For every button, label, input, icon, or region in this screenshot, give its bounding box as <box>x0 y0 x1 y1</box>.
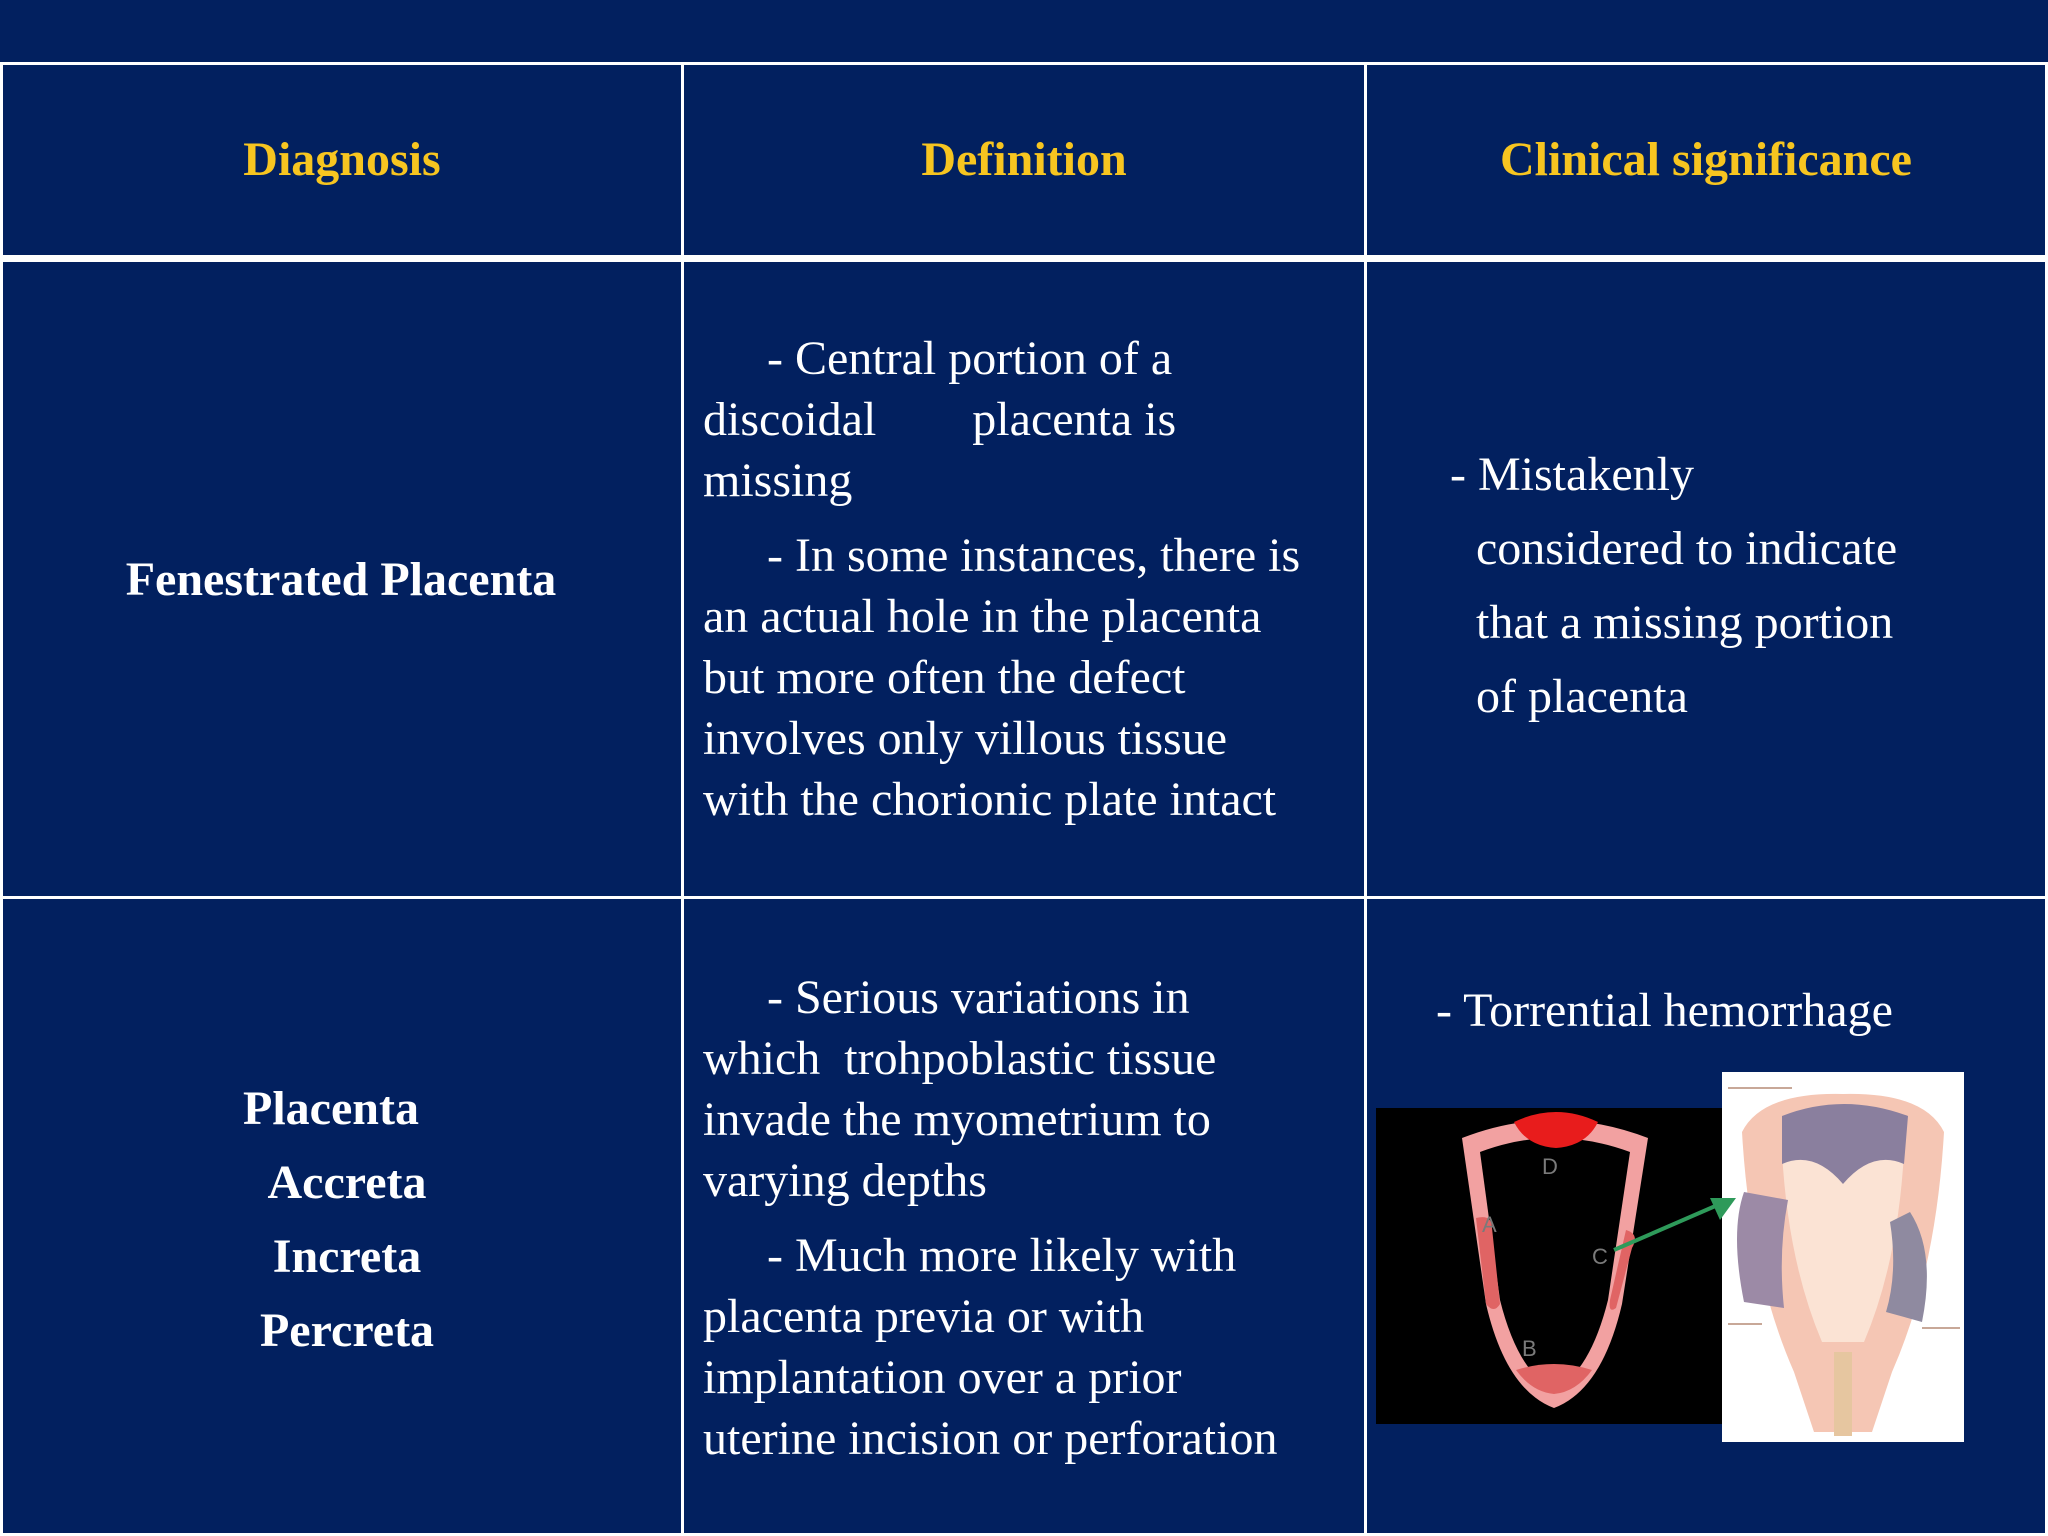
definition-line: implantation over a prior <box>703 1351 1182 1404</box>
significance-line: of placenta <box>1476 670 1688 723</box>
definition-paragraph-2 <box>703 525 1343 830</box>
green-arrow <box>1600 1184 1740 1254</box>
header-bottom-border <box>0 255 2048 262</box>
diagram-label-a: A <box>1482 1212 1497 1237</box>
diagnosis-text: Fenestrated Placenta <box>125 552 557 606</box>
definition-line: involves only villous tissue <box>703 712 1228 765</box>
definition-line: - Central portion of a <box>767 332 1173 385</box>
definition-line: - In some instances, there is <box>767 529 1301 582</box>
definition-accreta <box>703 967 1343 1469</box>
definition-paragraph-2 <box>703 1225 1343 1469</box>
diagnosis-line: Placenta <box>243 1082 419 1135</box>
diagnosis-line: Percreta <box>259 1304 435 1357</box>
cervical-canal <box>1834 1352 1852 1436</box>
diagnosis-fenestrated-placenta <box>0 262 682 896</box>
definition-line: placenta previa or with <box>703 1290 1145 1343</box>
significance-line: - Mistakenly <box>1450 448 1694 501</box>
definition-line: missing <box>703 454 853 507</box>
definition-line: but more often the defect <box>703 651 1186 704</box>
significance-accreta: - Torrential hemorrhage <box>1436 984 1893 1037</box>
definition-fenestrated <box>703 328 1343 830</box>
significance-fenestrated <box>1450 438 1897 734</box>
significance-line: that a missing portion <box>1476 596 1894 649</box>
header-clinical-significance: Clinical significance <box>1500 132 1912 186</box>
definition-line: varying depths <box>703 1154 987 1207</box>
column-divider-2 <box>1364 62 1367 1536</box>
invading-tissue-left <box>1737 1192 1788 1308</box>
diagram-label-d: D <box>1542 1154 1558 1179</box>
arrow-head <box>1710 1198 1736 1220</box>
definition-line: uterine incision or perforation <box>703 1412 1278 1465</box>
arrow-shaft <box>1614 1204 1720 1250</box>
definition-paragraph-1 <box>703 328 1343 511</box>
definition-line: discoidal placenta is <box>703 393 1177 446</box>
definition-line: - Serious variations in <box>767 971 1190 1024</box>
definition-line: - Much more likely with <box>767 1229 1237 1282</box>
diagram-label-c: C <box>1592 1244 1608 1269</box>
definition-line: which trohpoblastic tissue <box>703 1032 1217 1085</box>
placenta-percreta-illustration <box>1722 1072 1964 1442</box>
header-definition: Definition <box>921 132 1127 186</box>
uterus-diagram <box>1376 1108 1732 1424</box>
definition-paragraph-1 <box>703 967 1343 1211</box>
diagnosis-placenta-accreta <box>0 1072 682 1368</box>
definition-line: with the chorionic plate intact <box>703 773 1277 826</box>
diagram-label-b: B <box>1522 1336 1537 1361</box>
definition-line: invade the myometrium to <box>703 1093 1211 1146</box>
diagnosis-line: Increta <box>272 1230 422 1283</box>
significance-line: considered to indicate <box>1476 522 1898 575</box>
header-diagnosis: Diagnosis <box>243 132 441 186</box>
diagnosis-line: Accreta <box>267 1156 427 1209</box>
row-divider <box>0 896 2048 899</box>
definition-line: an actual hole in the placenta <box>703 590 1262 643</box>
